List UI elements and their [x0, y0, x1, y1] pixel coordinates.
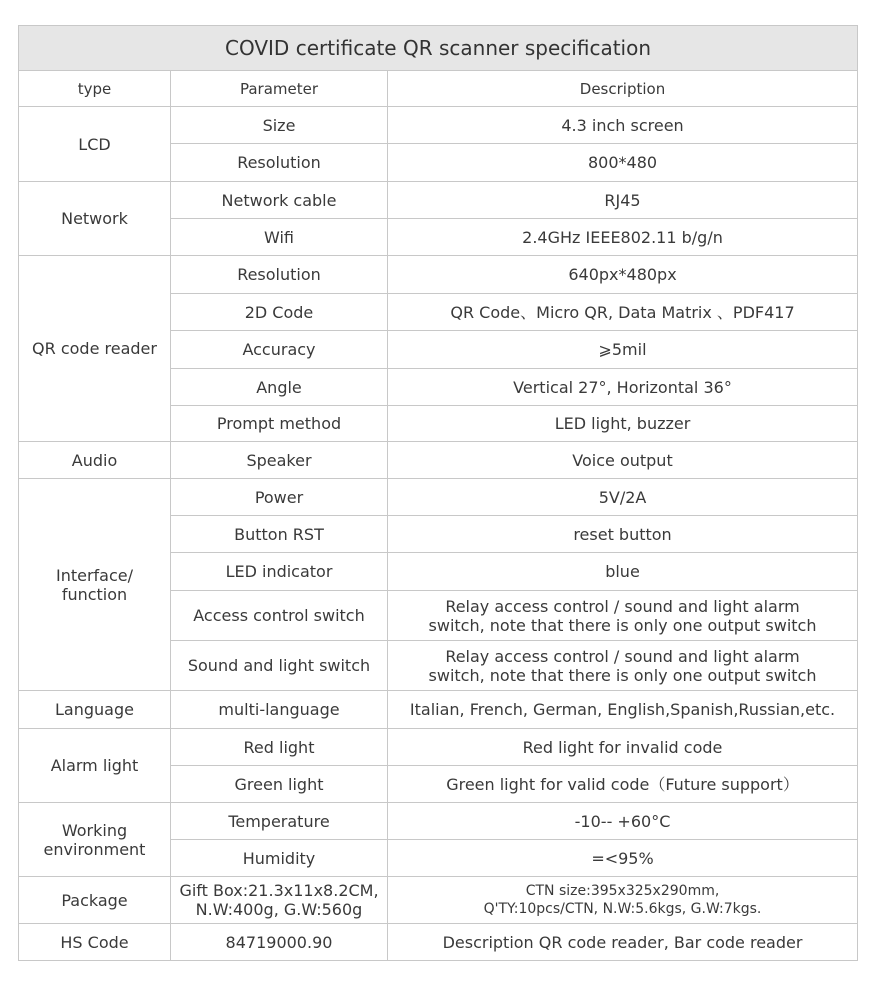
type-cell: Package	[19, 877, 171, 924]
description-cell: Relay access control / sound and light alarm switch, note that there is only one output switch	[388, 591, 858, 641]
table-row	[19, 803, 858, 840]
spec-table	[18, 25, 858, 961]
table-row	[19, 729, 858, 766]
description-cell: LED light, buzzer	[388, 406, 858, 442]
description-cell: 2.4GHz IEEE802.11 b/g/n	[388, 219, 858, 256]
table-row	[19, 107, 858, 144]
header-parameter: Parameter	[171, 71, 388, 107]
description-cell: =<95%	[388, 840, 858, 877]
parameter-cell: Wifi	[171, 219, 388, 256]
parameter-cell: 2D Code	[171, 294, 388, 331]
description-cell: Green light for valid code（Future support）	[388, 766, 858, 803]
description-cell: CTN size:395x325x290mm, Q'TY:10pcs/CTN, N.W:5.6kgs, G.W:7kgs.	[388, 877, 858, 924]
description-cell: Description QR code reader, Bar code reader	[388, 924, 858, 961]
type-cell: Language	[19, 691, 171, 729]
parameter-cell: Humidity	[171, 840, 388, 877]
type-cell: HS Code	[19, 924, 171, 961]
type-cell: Working environment	[19, 803, 171, 877]
parameter-cell: Temperature	[171, 803, 388, 840]
parameter-cell: Power	[171, 479, 388, 516]
parameter-cell: multi-language	[171, 691, 388, 729]
parameter-cell: Resolution	[171, 256, 388, 294]
title-row	[19, 26, 858, 71]
parameter-cell: Access control switch	[171, 591, 388, 641]
description-cell: 800*480	[388, 144, 858, 182]
description-cell: QR Code、Micro QR, Data Matrix 、PDF417	[388, 294, 858, 331]
parameter-cell: Network cable	[171, 182, 388, 219]
parameter-cell: Accuracy	[171, 331, 388, 369]
header-row	[19, 71, 858, 107]
parameter-cell: Angle	[171, 369, 388, 406]
parameter-cell: Resolution	[171, 144, 388, 182]
type-cell: Interface/ function	[19, 479, 171, 691]
description-cell: 5V/2A	[388, 479, 858, 516]
parameter-cell: Prompt method	[171, 406, 388, 442]
description-cell: ⩾5mil	[388, 331, 858, 369]
description-cell: 640px*480px	[388, 256, 858, 294]
table-row	[19, 691, 858, 729]
type-cell: Alarm light	[19, 729, 171, 803]
type-cell: QR code reader	[19, 256, 171, 442]
description-cell: blue	[388, 553, 858, 591]
description-cell: Red light for invalid code	[388, 729, 858, 766]
description-cell: 4.3 inch screen	[388, 107, 858, 144]
table-row	[19, 182, 858, 219]
parameter-cell: Green light	[171, 766, 388, 803]
table-row	[19, 877, 858, 924]
description-cell: Vertical 27°, Horizontal 36°	[388, 369, 858, 406]
description-cell: -10-- +60°C	[388, 803, 858, 840]
description-cell: Voice output	[388, 442, 858, 479]
description-cell: Relay access control / sound and light alarm switch, note that there is only one output switch	[388, 641, 858, 691]
table-row	[19, 442, 858, 479]
parameter-cell: Sound and light switch	[171, 641, 388, 691]
parameter-cell: Size	[171, 107, 388, 144]
parameter-cell: Button RST	[171, 516, 388, 553]
table-row	[19, 256, 858, 294]
header-description: Description	[388, 71, 858, 107]
type-cell: Network	[19, 182, 171, 256]
table-title: COVID certificate QR scanner specification	[19, 26, 858, 71]
description-cell: reset button	[388, 516, 858, 553]
description-cell: RJ45	[388, 182, 858, 219]
type-cell: LCD	[19, 107, 171, 182]
parameter-cell: Speaker	[171, 442, 388, 479]
type-cell: Audio	[19, 442, 171, 479]
description-cell: Italian, French, German, English,Spanish,Russian,etc.	[388, 691, 858, 729]
parameter-cell: LED indicator	[171, 553, 388, 591]
parameter-cell: Gift Box:21.3x11x8.2CM, N.W:400g, G.W:560g	[171, 877, 388, 924]
parameter-cell: 84719000.90	[171, 924, 388, 961]
table-row	[19, 924, 858, 961]
header-type: type	[19, 71, 171, 107]
parameter-cell: Red light	[171, 729, 388, 766]
table-row	[19, 479, 858, 516]
